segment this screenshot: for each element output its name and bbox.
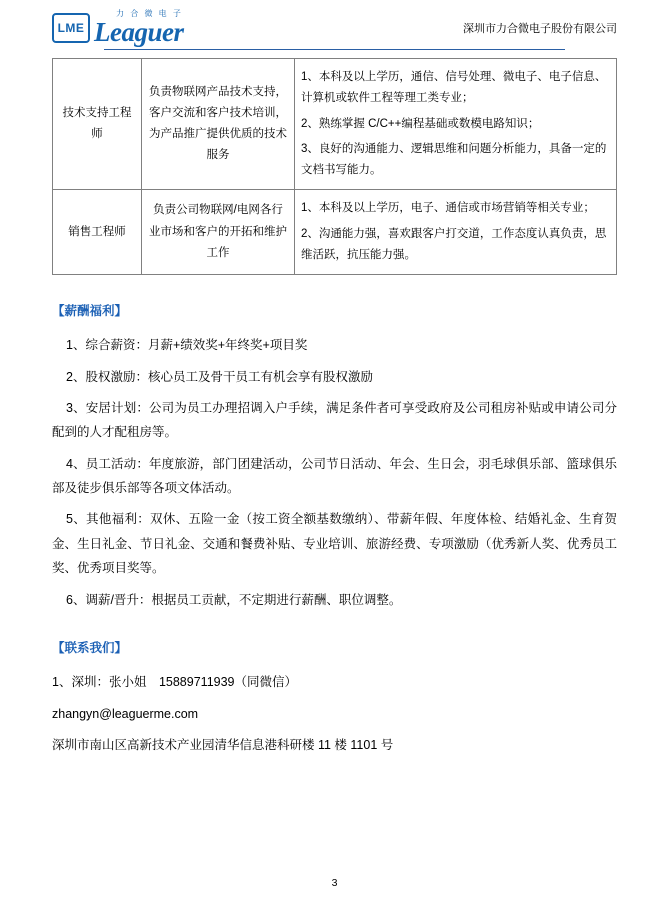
contact-phone-line: 1、深圳：张小姐 15889711939（同微信） — [52, 674, 297, 689]
requirement-line: 1、本科及以上学历，电子、通信或市场营销等相关专业； — [301, 202, 595, 215]
logo-subtitle: 力 合 微 电 子 — [116, 9, 183, 18]
logo-badge-text: LME — [57, 21, 85, 35]
list-item: 3、安居计划：公司为员工办理招调入户手续，满足条件者可享受政府及公司租房补贴或申请公司分配到的人才配租房等。 — [52, 400, 617, 440]
job-title-cell: 技术支持工程师 — [53, 59, 142, 190]
job-duty-cell: 负责公司物联网/电网各行业市场和客户的开拓和维护工作 — [142, 190, 295, 275]
contact-address-line: 深圳市南山区高新技术产业园清华信息港科研楼 11 楼 1101 号 — [52, 738, 394, 753]
job-duty-cell: 负责物联网产品技术支持，客户交流和客户技术培训，为产品推广提供优质的技术服务 — [142, 59, 295, 190]
job-positions-table — [52, 58, 617, 275]
list-item: 6、调薪/晋升：根据员工贡献，不定期进行薪酬、职位调整。 — [66, 592, 402, 607]
list-item: 2、股权激励：核心员工及骨干员工有机会享有股权激励 — [66, 369, 373, 384]
company-name: 深圳市力合微电子股份有限公司 — [463, 23, 617, 35]
header-divider — [104, 49, 565, 50]
list-item: 4、员工活动：年度旅游，部门团建活动，公司节日活动、年会、生日会，羽毛球俱乐部、篮球俱乐部及徒步俱乐部等各项文体活动。 — [52, 456, 617, 495]
table-body — [53, 59, 617, 275]
contact-section-heading: 【联系我们】 — [52, 640, 128, 655]
page-header — [52, 0, 617, 50]
requirement-line: 2、熟练掌握 C/C++编程基础或数模电路知识； — [301, 117, 540, 130]
requirement-line: 3、良好的沟通能力、逻辑思维和问题分析能力，具备一定的文档书写能力。 — [301, 142, 607, 177]
job-requirements-cell — [295, 190, 617, 275]
page-number: 3 — [331, 877, 338, 889]
logo-wordmark: Leaguer — [94, 17, 184, 47]
contact-section-list — [52, 670, 617, 759]
salary-section-list — [52, 333, 617, 612]
table-row — [53, 59, 617, 190]
company-logo — [52, 10, 183, 46]
job-title-cell: 销售工程师 — [53, 190, 142, 275]
job-requirements-cell — [295, 59, 617, 190]
requirement-line: 2、沟通能力强，喜欢跟客户打交道，工作态度认真负责，思维活跃，抗压能力强。 — [301, 227, 607, 261]
table-row — [53, 190, 617, 275]
logo-badge-icon — [52, 13, 90, 43]
logo-text — [94, 10, 183, 46]
list-item: 5、其他福利：双休、五险一金（按工资全额基数缴纳）、带薪年假、年度体检、结婚礼金、生育贺金、生日礼金、节日礼金、交通和餐费补贴、专业培训、旅游经费、专项激励（优秀新人奖、优秀员工奖、优秀项目奖等。 — [52, 512, 617, 576]
list-item: 1、综合薪资：月薪+绩效奖+年终奖+项目奖 — [66, 338, 308, 353]
requirement-line: 1、本科及以上学历，通信、信号处理、微电子、电子信息、计算机或软件工程等理工类专业； — [301, 71, 607, 105]
contact-email-line: zhangyn@leaguerme.com — [52, 706, 199, 721]
salary-section-heading: 【薪酬福利】 — [52, 304, 128, 319]
